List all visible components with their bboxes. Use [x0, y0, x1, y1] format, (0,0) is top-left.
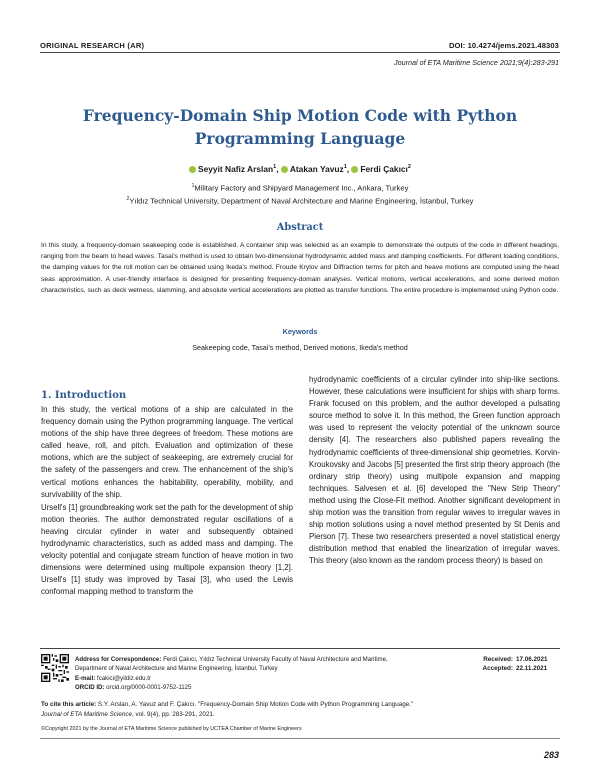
paper-title: Frequency-Domain Ship Motion Code with Python Programming Language [82, 106, 518, 148]
author-affiliation-number: 1 [273, 164, 277, 171]
abstract-heading: Abstract [276, 222, 324, 233]
paragraph: In this study, the vertical motions of a ship are calculated in the frequency domain using the Python programming language. The vertical motions of the ship have three degrees of freedom. These motions are called heave, roll, and pitch. Evaluation and optimization of these motions, which are the subject of seakeeping, are extremely crucial for the safety of the passengers and crew. The enhancement of the ship's vertical motions enhances the habitability, operability, mobility, and survivability of the ship. [41, 405, 293, 499]
orcid-icon[interactable] [351, 166, 358, 173]
author-list: Seyyit Nafiz Arslan$^1$, Atakan Yavuz$^1$, Ferdi Çakıcı$^2$ [40, 164, 560, 174]
qr-code-icon[interactable] [41, 654, 69, 682]
author-name: Atakan Yavuz [289, 164, 344, 174]
abstract-text: In this study, a frequency-domain seakeeping code is established. A container ship was selected as an example to demonstrate the outputs of the code in different headings, ranging from the beam to head waves. Tasai's method is used to obtain two-dimensional hydrodynamic added mass and damping coefficients. For different loading conditions, the damping values for the roll motion can be obtained using Ikeda's method. Froude Krylov and Diffraction terms for pitch and heave motions are computed using the head seas approximation. A user-friendly interface is designed for presenting frequency-domain analyses. Vertical motions, vertical accelerations, and some derived motion characteristics, such as deck wetness, slamming, and absolute vertical accelerations are plotted as transfer functions. The entire procedure is implemented using Python code. [41, 242, 559, 294]
orcid-icon[interactable] [189, 166, 196, 173]
paragraph: hydrodynamic coefficients of a circular cylinder into ship-like sections. However, these calculations were insufficient for ships with sharp forms. Frank focused on this problem, and the author developed a pulsating source method to solve it. In this method, the Green function approach was used to represent the velocity potential of the unknown source density [4]. The researchers also published papers revealing the hydrodynamic coefficients of three-dimensional ship geometries. Korvin-Kroukovsky and Jacobs [5] presented the first strip theory approach (the ordinary strip theory) using multipole expansion and mapping techniques. Salvesen et al. [6] developed the "New Strip Theory" method using the Close-Fit method. Another significant development in ship motion was the transition from regular waves to irregular waves in ship motion solutions using a novel method presented by St Denis and Pierson [7]. These two researchers presented a novel statistical energy distribution method that enabled the linearization of irregular waves. This theory (also known as the random process theory) is based on [309, 375, 560, 566]
received-date: 17.06.2021 [516, 656, 548, 663]
citation-block: To cite this article: S.Y. Arslan, A. Yavuz and F. Çakıcı. "Frequency-Domain Ship Motion Code with Python Programming Language." Journal of ETA Maritime Science, vol. 9(4), pp. 283-291, 2021. [41, 701, 414, 718]
bottom-rule [40, 738, 560, 739]
journal-citation: Journal of ETA Maritime Science 2021;9(4):283-291 [394, 58, 559, 67]
page-number: 283 [543, 750, 559, 760]
footer-rule [40, 648, 560, 649]
paragraph: Ursell's [1] groundbreaking work set the path for the development of ship motion theories. The author demonstrated regular oscillations of a heaving circular cylinder in water and subsequently obtained hydrodynamic characteristics, such as added mass and damping. The velocity potential and conjugate stream function of heave motion in two dimensions were determined using multipole expansion theory [1,2]. Ursell's [1] study was improved by Tasai [3], who used the Lewis conformal mapping method to transform the [41, 502, 293, 597]
header-rule [40, 52, 560, 53]
author-affiliation-number: 2 [407, 164, 411, 171]
affiliation-2: $^2$Yıldız Technical University, Department of Naval Architecture and Marine Engineering, İstanbul, Turkey [126, 196, 474, 206]
article-type: ORIGINAL RESEARCH (AR) [40, 41, 145, 50]
doi-link[interactable]: DOI: 10.4274/jems.2021.48303 [448, 41, 559, 50]
section-heading-introduction: 1. Introduction [41, 390, 127, 401]
accepted-date: 22.11.2021 [516, 665, 548, 673]
dates-block: Received: 17.06.2021 Accepted: 22.11.2021 [482, 656, 548, 673]
right-column [309, 374, 560, 569]
left-column [41, 389, 293, 600]
copyright-notice: ©Copyright 2021 by the Journal of ETA Maritime Science published by UCTEA Chamber of Marine Engineers [41, 726, 302, 732]
orcid-icon[interactable] [281, 166, 288, 173]
email-link[interactable]: fcakici@yildiz.edu.tr [97, 674, 151, 682]
orcid-link[interactable]: orcid.org/0000-0001-9752-1125 [106, 684, 192, 692]
keywords-heading: Keywords [282, 327, 318, 336]
author-name: Seyyit Nafiz Arslan [198, 164, 274, 174]
correspondence-block: Address for Correspondence: Ferdi Çakıcı, Yıldız Technical University Faculty of Naval Architecture and Maritime, Department of Naval Architecture and Marine Engineering, İstanbul, Turkey E-mail: fcakici@yildiz.edu.tr ORCID ID: orcid.org/0000-0001-9752-1125 [75, 656, 388, 692]
author-affiliation-number: 1 [343, 164, 347, 171]
keywords-text: Seakeeping code, Tasai's method, Derived motions, Ikeda's method [192, 343, 408, 352]
affiliation-1: $^1$Military Factory and Shipyard Management Inc., Ankara, Turkey [191, 183, 409, 193]
author-name: Ferdi Çakıcı [360, 164, 408, 174]
